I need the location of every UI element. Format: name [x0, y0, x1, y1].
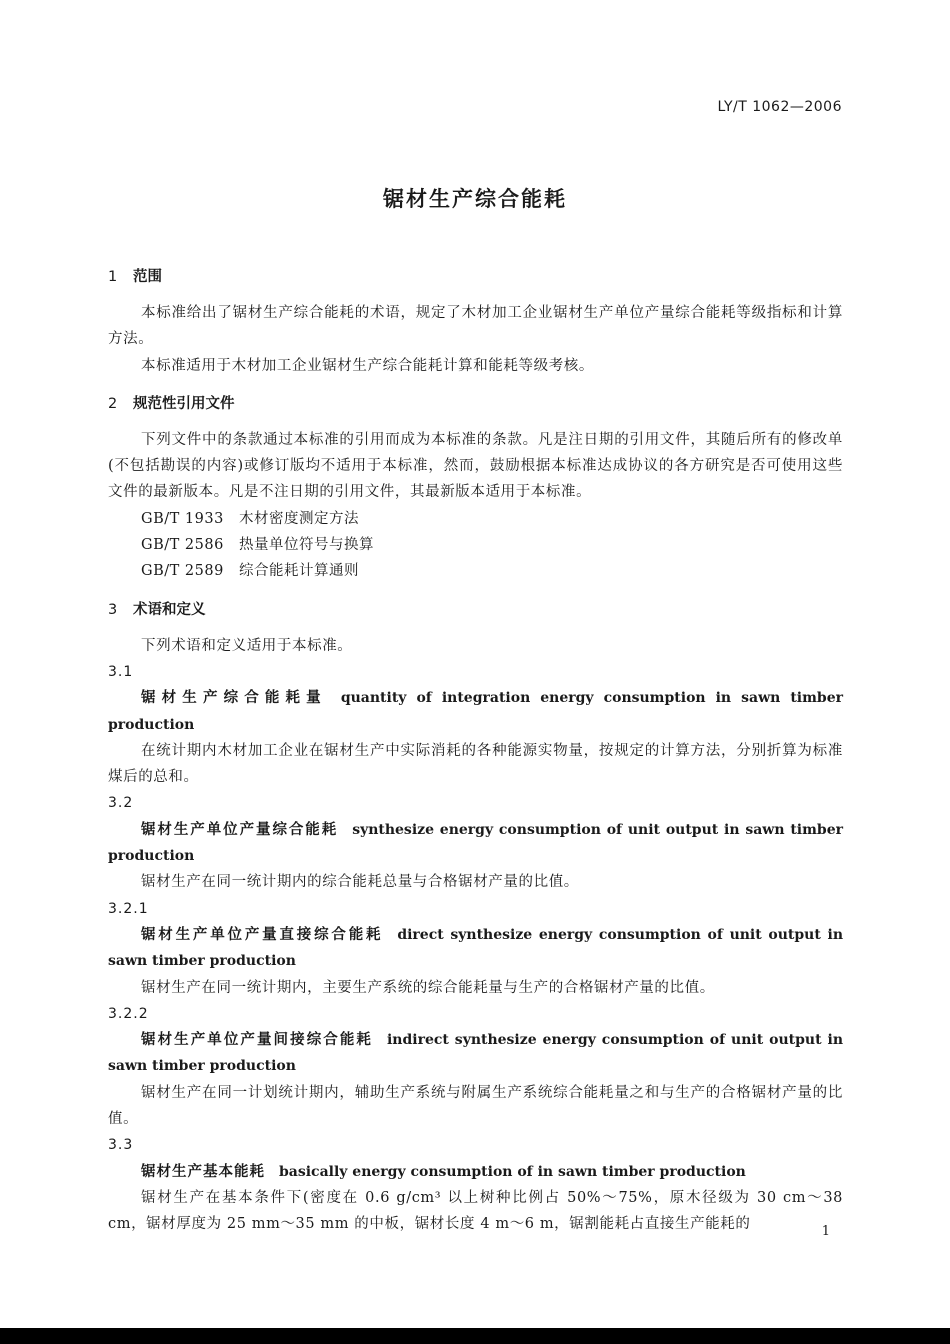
section-heading-terms-definitions [108, 597, 843, 623]
reference-title: 综合能耗计算通则 [239, 563, 359, 580]
reference-item [108, 532, 843, 558]
paragraph: 下列术语和定义适用于本标准。 [141, 637, 353, 654]
document-body [108, 262, 843, 1238]
term-cn: 锯材生产单位产量直接综合能耗 [141, 926, 384, 943]
paragraph: 下列文件中的条款通过本标准的引用而成为本标准的条款。凡是注日期的引用文件，其随后所有的修改单(不包括勘误的内容)或修订版均不适用于本标准，然而，鼓励根据本标准达成协议的各方研究是否可使用这些文件的最新版本。凡是不注日期的引用文件，其最新版本适用于本标准。 [108, 431, 843, 501]
page-number: 1 [821, 1224, 830, 1239]
reference-title: 木材密度测定方法 [239, 510, 359, 527]
reference-title: 热量单位符号与换算 [239, 537, 374, 554]
term-title [108, 1159, 843, 1185]
reference-code: GB/T 2586 [141, 537, 224, 554]
section-title: 术语和定义 [133, 601, 206, 618]
paragraph: 本标准适用于木材加工企业锯材生产综合能耗计算和能耗等级考核。 [141, 357, 594, 374]
section-number: 2 [108, 395, 118, 412]
term-entry [108, 659, 843, 790]
term-en: synthesize energy consumption of unit output in sawn timber production [108, 821, 844, 865]
clause-number: 3.2.1 [108, 900, 149, 917]
clause-number: 3.2 [108, 795, 134, 812]
term-entry [108, 790, 843, 895]
term-definition: 锯材生产在基本条件下(密度在 0.6 g/cm³ 以上树种比例占 50%～75%，原木径级为 30 cm～38 cm，锯材厚度为 25 mm～35 mm 的中板，锯材长度 4 m～6 m，锯割能耗占直接生产能耗的 [108, 1189, 843, 1233]
section-title: 范围 [133, 269, 162, 285]
term-definition: 锯材生产在同一统计期内，主要生产系统的综合能耗量与生产的合格锯材产量的比值。 [141, 979, 715, 996]
paragraph: 本标准给出了锯材生产综合能耗的术语，规定了木材加工企业锯材生产单位产量综合能耗等级指标和计算方法。 [108, 305, 843, 348]
reference-item [108, 506, 843, 532]
term-entry [108, 1001, 843, 1132]
term-title [108, 1027, 843, 1080]
term-cn: 锯材生产单位产量综合能耗 [141, 821, 339, 838]
term-title [108, 922, 843, 975]
term-definition: 锯材生产在同一统计期内的综合能耗总量与合格锯材产量的比值。 [141, 874, 579, 891]
reference-list [108, 506, 843, 585]
reference-item [108, 558, 843, 584]
reference-code: GB/T 1933 [141, 510, 224, 527]
term-cn: 锯材生产综合能耗量 [141, 690, 327, 707]
term-definition: 锯材生产在同一计划统计期内，辅助生产系统与附属生产系统综合能耗量之和与生产的合格锯材产量的比值。 [108, 1084, 843, 1128]
term-en: quantity of integration energy consumption in sawn timber production [108, 690, 843, 733]
term-title [108, 685, 843, 738]
section-title: 规范性引用文件 [133, 395, 235, 412]
term-definition: 在统计期内木材加工企业在锯材生产中实际消耗的各种能源实物量，按规定的计算方法，分别折算为标准煤后的总和。 [108, 742, 843, 786]
section-number: 1 [108, 269, 118, 285]
reference-code: GB/T 2589 [141, 563, 224, 580]
clause-number: 3.1 [108, 663, 134, 680]
term-en: basically energy consumption of in sawn timber production [279, 1163, 746, 1180]
standard-code: LY/T 1062—2006 [717, 99, 842, 115]
term-en: direct synthesize energy consumption of unit output in sawn timber production [108, 926, 843, 970]
term-cn: 锯材生产基本能耗 [141, 1163, 265, 1180]
section-heading-normative-references [108, 391, 843, 417]
term-entry [108, 1132, 843, 1237]
term-cn: 锯材生产单位产量间接综合能耗 [141, 1032, 373, 1049]
term-entry [108, 896, 843, 1001]
document-title: 锯材生产综合能耗 [383, 187, 567, 211]
clause-number: 3.3 [108, 1137, 134, 1154]
section-number: 3 [108, 601, 118, 618]
term-title [108, 817, 843, 870]
section-heading-scope [108, 264, 843, 290]
clause-number: 3.2.2 [108, 1005, 149, 1022]
term-en: indirect synthesize energy consumption of unit output in sawn timber production [108, 1032, 843, 1075]
scan-edge-bar [0, 1328, 950, 1344]
